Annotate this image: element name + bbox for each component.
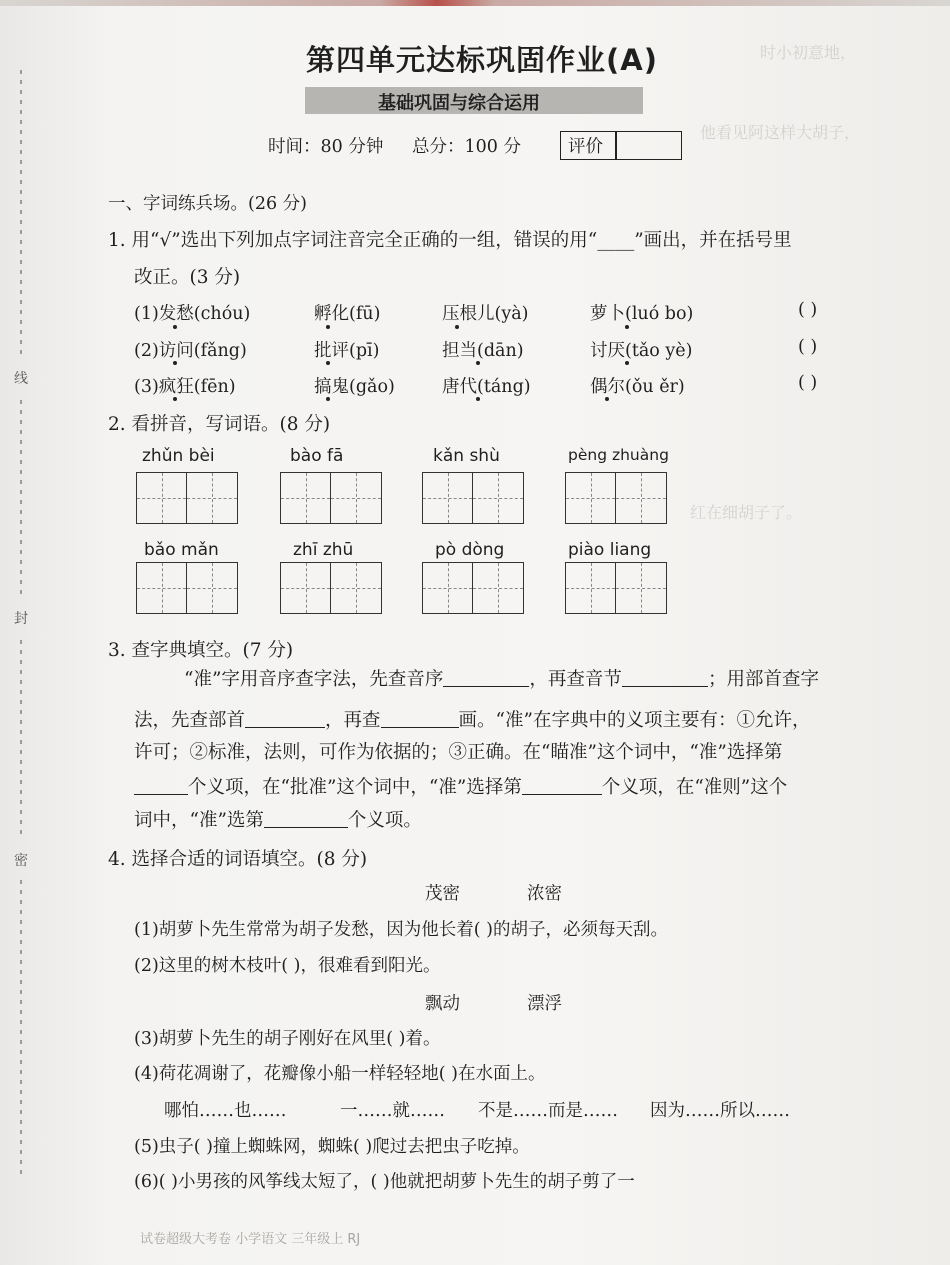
emphasis-dot [326, 325, 330, 329]
bleed-through: 他看见阿这样大胡子， [700, 123, 861, 142]
q1-row3-answer[interactable]: ( ) [798, 373, 818, 393]
q4-sentence-2: (2)这里的树木枝叶( )，很难看到阳光。 [134, 956, 441, 976]
writing-grid[interactable] [136, 562, 238, 614]
blank-field[interactable] [381, 709, 459, 728]
blank-field[interactable] [522, 776, 602, 795]
emphasis-dot [173, 397, 177, 401]
emphasis-dot [605, 397, 609, 401]
emphasis-dot [476, 397, 480, 401]
page-title: 第四单元达标巩固作业(A) [306, 43, 658, 77]
writing-grid[interactable] [565, 562, 667, 614]
writing-grid[interactable] [422, 472, 524, 524]
q4-sentence-5: (5)虫子( )撞上蜘蛛网，蜘蛛( )爬过去把虫子吃掉。 [134, 1137, 530, 1157]
pinyin: bào fā [290, 446, 344, 466]
blank-field[interactable] [264, 809, 348, 828]
word-option: 哪怕……也…… [164, 1101, 287, 1121]
q1-row3-c: 唐代(táng) [442, 377, 531, 397]
pinyin: kǎn shù [433, 446, 500, 466]
word-option: 因为……所以…… [650, 1101, 790, 1121]
emphasis-dot [455, 325, 459, 329]
time-label: 时间：80 分钟 [268, 137, 384, 157]
q1-row1-c: 压根儿(yà) [442, 304, 529, 324]
q3-line2: 法，先查部首 ，再查 画。“准”在字典中的义项主要有：①允许， [134, 710, 811, 731]
writing-grid[interactable] [422, 562, 524, 614]
writing-grid[interactable] [565, 472, 667, 524]
q1-instruction: 1. 用“√”选出下列加点字词注音完全正确的一组，错误的用“____”画出，并在括号里 [108, 230, 792, 251]
word-option: 茂密 [425, 884, 460, 904]
page-subtitle: 基础巩固与综合运用 [378, 93, 540, 114]
emphasis-dot [326, 361, 330, 365]
binding-line [20, 640, 22, 840]
q1-instruction-cont: 改正。(3 分) [134, 267, 241, 288]
word-option: 飘动 [425, 994, 460, 1014]
binding-line [20, 400, 22, 600]
q1-row1-answer[interactable]: ( ) [798, 300, 818, 320]
rating-label: 评价 [568, 137, 603, 157]
bleed-through: 时小初意地， [760, 43, 857, 62]
emphasis-dot [173, 325, 177, 329]
pinyin: zhī zhū [293, 540, 354, 560]
q1-row3-a: (3)疯狂(fēn) [134, 377, 236, 397]
q1-row2-c: 担当(dān) [442, 341, 524, 361]
binding-mark-secret: 密 [14, 853, 28, 869]
blank-field[interactable] [622, 668, 708, 687]
binding-line [20, 880, 22, 1180]
pinyin: bǎo mǎn [144, 540, 219, 560]
section-heading: 一、字词练兵场。(26 分) [108, 194, 307, 214]
q3-line3: 许可；②标准，法则，可作为依据的；③正确。在“瞄准”这个词中，“准”选择第 [134, 742, 783, 763]
q4-sentence-6: (6)( )小男孩的风筝线太短了，( )他就把胡萝卜先生的胡子剪了一 [134, 1172, 635, 1192]
q4-sentence-3: (3)胡萝卜先生的胡子刚好在风里( )着。 [134, 1029, 441, 1049]
q1-row1-b: 孵化(fū) [314, 304, 381, 324]
pinyin: pèng zhuàng [568, 446, 669, 464]
writing-grid[interactable] [280, 562, 382, 614]
q4-heading: 4. 选择合适的词语填空。(8 分) [108, 849, 368, 870]
word-option: 漂浮 [527, 994, 562, 1014]
q1-row2-a: (2)访问(fǎng) [134, 341, 247, 361]
emphasis-dot [625, 361, 629, 365]
writing-grid[interactable] [136, 472, 238, 524]
emphasis-dot [476, 361, 480, 365]
pinyin: pò dòng [435, 540, 505, 560]
q1-row2-d: 讨厌(tǎo yè) [590, 341, 693, 361]
binding-line [20, 70, 22, 360]
rating-divider [615, 131, 617, 160]
blank-field[interactable] [245, 709, 325, 728]
emphasis-dot [173, 361, 177, 365]
score-label: 总分：100 分 [412, 137, 521, 157]
pinyin: zhǔn bèi [142, 446, 215, 466]
q3-line5: 词中，“准”选第 个义项。 [134, 810, 422, 831]
blank-field[interactable] [134, 776, 188, 795]
q3-line1: “准”字用音序查字法，先查音序 ，再查音节 ；用部首查字 [184, 669, 819, 690]
q1-row3-d: 偶尔(ǒu ěr) [590, 377, 685, 397]
q1-row3-b: 搞鬼(gǎo) [314, 377, 395, 397]
q3-heading: 3. 查字典填空。(7 分) [108, 640, 294, 661]
binding-mark-line: 线 [14, 371, 28, 387]
q3-line4: 个义项，在“批准”这个词中，“准”选择第 个义项，在“准则”这个 [134, 773, 787, 799]
binding-mark-seal: 封 [14, 611, 28, 627]
pinyin: piào liang [568, 540, 652, 560]
emphasis-dot [625, 325, 629, 329]
q2-heading: 2. 看拼音，写词语。(8 分) [108, 414, 331, 435]
q4-sentence-1: (1)胡萝卜先生常常为胡子发愁，因为他长着( )的胡子，必须每天刮。 [134, 920, 669, 940]
q1-row2-b: 批评(pī) [314, 341, 380, 361]
bleed-through: 红在细胡子了。 [690, 503, 803, 522]
top-edge [0, 0, 950, 6]
q1-row1-a: (1)发愁(chóu) [134, 304, 251, 324]
word-option: 不是……而是…… [478, 1101, 618, 1121]
q1-row1-d: 萝卜(luó bo) [590, 304, 694, 324]
rating-input[interactable] [618, 133, 678, 157]
blank-field[interactable] [443, 668, 529, 687]
q1-row2-answer[interactable]: ( ) [798, 337, 818, 357]
word-option: 浓密 [527, 884, 562, 904]
q4-sentence-4: (4)荷花凋谢了，花瓣像小船一样轻轻地( )在水面上。 [134, 1064, 546, 1084]
writing-grid[interactable] [280, 472, 382, 524]
emphasis-dot [326, 397, 330, 401]
page-footer: 试卷超级大考卷 小学语文 三年级上 RJ [140, 1232, 361, 1247]
word-option: 一……就…… [340, 1101, 445, 1121]
